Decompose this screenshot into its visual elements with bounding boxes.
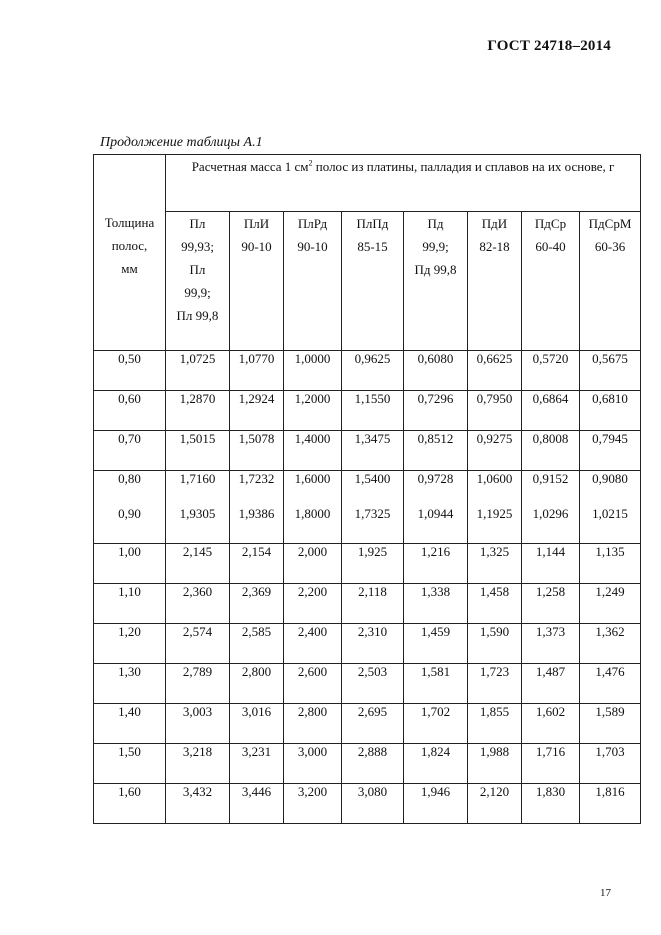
mass-cell: 3,231 — [230, 744, 284, 784]
group-header — [166, 155, 641, 212]
mass-cell: 1,5015 — [166, 431, 230, 471]
mass-cell: 1,5078 — [230, 431, 284, 471]
mass-cell: 1,5400 — [342, 471, 404, 507]
mass-cell: 2,888 — [342, 744, 404, 784]
mass-table — [93, 154, 641, 824]
table-row — [94, 624, 641, 664]
mass-cell: 1,258 — [522, 584, 580, 624]
table-row — [94, 391, 641, 431]
mass-cell: 3,016 — [230, 704, 284, 744]
thickness-cell: 1,60 — [94, 784, 166, 824]
mass-cell: 3,003 — [166, 704, 230, 744]
mass-cell: 1,325 — [468, 544, 522, 584]
mass-cell: 1,581 — [404, 664, 468, 704]
mass-cell: 2,118 — [342, 584, 404, 624]
mass-cell: 1,1925 — [468, 506, 522, 544]
mass-cell: 2,120 — [468, 784, 522, 824]
column-header-line: ПлПд — [356, 216, 389, 231]
table-row — [94, 506, 641, 544]
group-header-sup: 2 — [308, 158, 313, 168]
column-header — [342, 212, 404, 351]
mass-cell: 2,400 — [284, 624, 342, 664]
mass-cell: 0,9275 — [468, 431, 522, 471]
mass-cell: 1,9305 — [166, 506, 230, 544]
column-header-line: 99,93; — [181, 239, 214, 254]
mass-cell: 3,432 — [166, 784, 230, 824]
mass-cell: 1,487 — [522, 664, 580, 704]
mass-cell: 1,0725 — [166, 351, 230, 391]
mass-cell: 2,585 — [230, 624, 284, 664]
mass-cell: 1,602 — [522, 704, 580, 744]
mass-cell: 1,458 — [468, 584, 522, 624]
table-row — [94, 664, 641, 704]
thickness-cell: 0,70 — [94, 431, 166, 471]
column-header-line: Пл 99,8 — [176, 308, 219, 323]
thickness-cell: 1,30 — [94, 664, 166, 704]
mass-cell: 2,369 — [230, 584, 284, 624]
mass-cell: 1,703 — [580, 744, 641, 784]
thickness-cell: 1,00 — [94, 544, 166, 584]
column-header-line: 90-10 — [297, 239, 328, 254]
mass-cell: 0,6864 — [522, 391, 580, 431]
table-row — [94, 584, 641, 624]
column-header-line: ПлРд — [297, 216, 328, 231]
mass-cell: 2,503 — [342, 664, 404, 704]
column-header-line: 82-18 — [479, 239, 510, 254]
column-header-line: Пд 99,8 — [414, 262, 457, 277]
mass-cell: 3,446 — [230, 784, 284, 824]
column-header — [284, 212, 342, 351]
mass-cell: 1,0296 — [522, 506, 580, 544]
column-header-line: ПдСрМ — [588, 216, 632, 231]
table-row — [94, 744, 641, 784]
table-row — [94, 351, 641, 391]
mass-cell: 0,8512 — [404, 431, 468, 471]
thickness-cell: 1,20 — [94, 624, 166, 664]
mass-cell: 0,6810 — [580, 391, 641, 431]
page-number: 17 — [600, 887, 611, 899]
mass-cell: 1,2924 — [230, 391, 284, 431]
mass-cell: 2,154 — [230, 544, 284, 584]
mass-cell: 1,338 — [404, 584, 468, 624]
column-header-line: ПдСр — [534, 216, 567, 231]
mass-cell: 3,000 — [284, 744, 342, 784]
mass-cell: 1,0600 — [468, 471, 522, 507]
mass-cell: 1,3475 — [342, 431, 404, 471]
mass-cell: 1,373 — [522, 624, 580, 664]
mass-cell: 0,6080 — [404, 351, 468, 391]
mass-cell: 1,144 — [522, 544, 580, 584]
mass-cell: 0,9152 — [522, 471, 580, 507]
mass-cell: 1,816 — [580, 784, 641, 824]
column-header-line: 90-10 — [241, 239, 272, 254]
thickness-cell: 1,10 — [94, 584, 166, 624]
mass-cell: 1,824 — [404, 744, 468, 784]
mass-cell: 1,9386 — [230, 506, 284, 544]
column-header-line: 60-36 — [594, 239, 626, 254]
group-header-pre: Расчетная масса 1 см — [191, 159, 309, 174]
mass-cell: 1,8000 — [284, 506, 342, 544]
mass-cell: 0,8008 — [522, 431, 580, 471]
table-row — [94, 704, 641, 744]
document-code: ГОСТ 24718–2014 — [487, 38, 611, 54]
table-row — [94, 431, 641, 471]
mass-cell: 0,9080 — [580, 471, 641, 507]
mass-cell: 2,145 — [166, 544, 230, 584]
mass-cell: 2,800 — [230, 664, 284, 704]
mass-cell: 2,574 — [166, 624, 230, 664]
mass-cell: 2,200 — [284, 584, 342, 624]
mass-cell: 1,476 — [580, 664, 641, 704]
mass-cell: 2,000 — [284, 544, 342, 584]
mass-cell: 1,723 — [468, 664, 522, 704]
mass-cell: 1,716 — [522, 744, 580, 784]
column-header — [230, 212, 284, 351]
mass-cell: 1,7325 — [342, 506, 404, 544]
mass-cell: 1,0770 — [230, 351, 284, 391]
column-header-line: 99,9; — [184, 285, 211, 300]
column-header — [468, 212, 522, 351]
mass-cell: 1,7160 — [166, 471, 230, 507]
mass-cell: 1,7232 — [230, 471, 284, 507]
mass-cell: 1,589 — [580, 704, 641, 744]
thickness-cell: 1,50 — [94, 744, 166, 784]
mass-cell: 2,789 — [166, 664, 230, 704]
thickness-header-line: полос, — [111, 238, 148, 253]
mass-cell: 1,4000 — [284, 431, 342, 471]
mass-cell: 1,0215 — [580, 506, 641, 544]
mass-cell: 1,702 — [404, 704, 468, 744]
column-header — [166, 212, 230, 351]
thickness-header-line: Толщина — [104, 215, 155, 230]
mass-cell: 1,925 — [342, 544, 404, 584]
mass-cell: 0,5675 — [580, 351, 641, 391]
column-header-line: Пл — [189, 262, 206, 277]
mass-cell: 0,6625 — [468, 351, 522, 391]
mass-cell: 1,988 — [468, 744, 522, 784]
group-header-post: полос из платины, палладия и сплавов на их основе, г — [312, 159, 615, 174]
thickness-header-line: мм — [121, 261, 138, 276]
mass-cell: 2,600 — [284, 664, 342, 704]
mass-cell: 1,135 — [580, 544, 641, 584]
mass-cell: 2,360 — [166, 584, 230, 624]
mass-cell: 0,7950 — [468, 391, 522, 431]
mass-cell: 1,2870 — [166, 391, 230, 431]
mass-cell: 0,5720 — [522, 351, 580, 391]
mass-cell: 1,946 — [404, 784, 468, 824]
thickness-cell: 0,80 — [94, 471, 166, 507]
mass-cell: 2,800 — [284, 704, 342, 744]
mass-cell: 1,6000 — [284, 471, 342, 507]
mass-cell: 2,310 — [342, 624, 404, 664]
column-header-line: 99,9; — [422, 239, 449, 254]
column-header-line: 85-15 — [357, 239, 388, 254]
mass-cell: 1,0944 — [404, 506, 468, 544]
table-row — [94, 544, 641, 584]
mass-cell: 1,362 — [580, 624, 641, 664]
mass-cell: 1,249 — [580, 584, 641, 624]
thickness-cell: 1,40 — [94, 704, 166, 744]
column-header-line: ПлИ — [243, 216, 270, 231]
column-header — [580, 212, 641, 351]
column-header-line: Пл — [189, 216, 206, 231]
mass-cell: 1,0000 — [284, 351, 342, 391]
mass-cell: 0,7296 — [404, 391, 468, 431]
table-row — [94, 471, 641, 507]
thickness-cell: 0,90 — [94, 506, 166, 544]
mass-cell: 0,7945 — [580, 431, 641, 471]
column-header — [522, 212, 580, 351]
mass-cell: 1,590 — [468, 624, 522, 664]
column-header-line: 60-40 — [535, 239, 566, 254]
column-header-line: Пд — [427, 216, 444, 231]
thickness-cell: 0,50 — [94, 351, 166, 391]
column-header — [404, 212, 468, 351]
mass-cell: 2,695 — [342, 704, 404, 744]
mass-cell: 3,200 — [284, 784, 342, 824]
table-row — [94, 784, 641, 824]
column-header-line: ПдИ — [481, 216, 508, 231]
mass-cell: 3,218 — [166, 744, 230, 784]
mass-cell: 1,1550 — [342, 391, 404, 431]
thickness-cell: 0,60 — [94, 391, 166, 431]
mass-cell: 1,459 — [404, 624, 468, 664]
mass-cell: 1,2000 — [284, 391, 342, 431]
table-caption: Продолжение таблицы А.1 — [100, 135, 263, 150]
mass-cell: 1,830 — [522, 784, 580, 824]
mass-cell: 0,9728 — [404, 471, 468, 507]
mass-cell: 1,855 — [468, 704, 522, 744]
thickness-header — [94, 155, 166, 351]
mass-cell: 1,216 — [404, 544, 468, 584]
mass-cell: 0,9625 — [342, 351, 404, 391]
mass-cell: 3,080 — [342, 784, 404, 824]
